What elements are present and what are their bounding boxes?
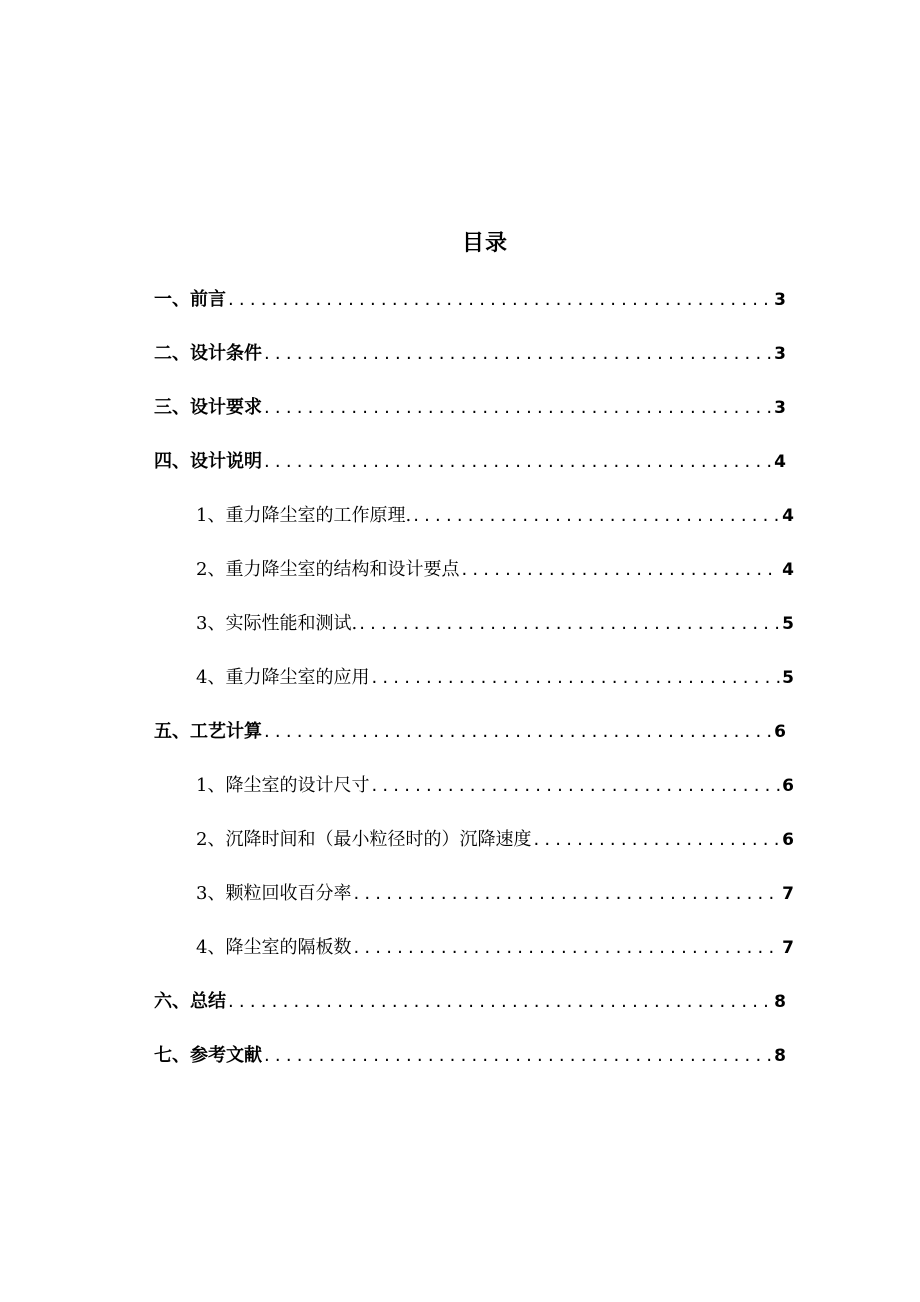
toc-entry-page: 6	[782, 830, 794, 850]
dot-leader	[264, 449, 772, 475]
toc-entry-label: 三、设计要求	[154, 397, 262, 418]
toc-entry-label: 二、设计条件	[154, 343, 262, 364]
toc-entry-page: 4	[782, 560, 794, 580]
dot-leader	[264, 341, 772, 367]
dot-leader	[264, 395, 772, 421]
toc-entry-baffle-count[interactable]	[196, 935, 794, 961]
dot-leader	[353, 881, 780, 907]
toc-entry-page: 3	[774, 344, 786, 364]
toc-entry-page: 7	[782, 884, 794, 904]
toc-entry-design-conditions[interactable]	[154, 341, 786, 367]
toc-entry-applications[interactable]	[196, 665, 794, 691]
toc-entry-structure-design-points[interactable]	[196, 557, 794, 583]
dot-leader	[359, 611, 780, 637]
toc-entry-design-description[interactable]	[154, 449, 786, 475]
toc-entry-particle-recovery[interactable]	[196, 881, 794, 907]
toc-entry-page: 8	[774, 1046, 786, 1066]
dot-leader	[228, 287, 772, 313]
toc-entry-summary[interactable]	[154, 989, 786, 1015]
toc-entry-page: 4	[774, 452, 786, 472]
toc-entry-label: 3、颗粒回收百分率	[196, 883, 352, 904]
toc-entry-design-dimensions[interactable]	[196, 773, 794, 799]
dot-leader	[413, 503, 780, 529]
dot-leader	[264, 1043, 772, 1069]
toc-entry-label: 3、实际性能和测试.	[196, 613, 358, 634]
toc-entry-performance-testing[interactable]	[196, 611, 794, 637]
toc-entry-page: 3	[774, 290, 786, 310]
dot-leader	[461, 557, 780, 583]
toc-entry-process-calculation[interactable]	[154, 719, 786, 745]
dot-leader	[371, 665, 780, 691]
toc-entry-label: 2、沉降时间和（最小粒径时的）沉降速度	[196, 829, 532, 850]
toc-entry-design-requirements[interactable]	[154, 395, 786, 421]
toc-entry-working-principle[interactable]	[196, 503, 794, 529]
toc-entry-label: 七、参考文献	[154, 1045, 262, 1066]
toc-entry-settling-time-velocity[interactable]	[196, 827, 794, 853]
toc-entry-label: 2、重力降尘室的结构和设计要点	[196, 559, 460, 580]
dot-leader	[228, 989, 772, 1015]
dot-leader	[371, 773, 780, 799]
dot-leader	[353, 935, 780, 961]
toc-entry-label: 四、设计说明	[154, 451, 262, 472]
toc-entry-label: 1、重力降尘室的工作原理.	[196, 505, 412, 526]
toc-entry-label: 4、重力降尘室的应用	[196, 667, 370, 688]
toc-title: 目录	[461, 231, 508, 256]
toc-entry-page: 6	[782, 776, 794, 796]
toc-entry-preface[interactable]	[154, 287, 786, 313]
toc-entry-label: 4、降尘室的隔板数	[196, 937, 352, 958]
toc-entry-page: 6	[774, 722, 786, 742]
dot-leader	[264, 719, 772, 745]
toc-entry-references[interactable]	[154, 1043, 786, 1069]
toc-entry-label: 五、工艺计算	[154, 721, 262, 742]
toc-entry-page: 4	[782, 506, 794, 526]
toc-entry-page: 5	[782, 614, 794, 634]
toc-entry-label: 一、前言	[154, 289, 226, 310]
toc-entry-page: 3	[774, 398, 786, 418]
toc-entry-page: 8	[774, 992, 786, 1012]
toc-entry-page: 7	[782, 938, 794, 958]
dot-leader	[533, 827, 780, 853]
toc-entry-page: 5	[782, 668, 794, 688]
toc-entry-label: 六、总结	[154, 991, 226, 1012]
toc-entry-label: 1、降尘室的设计尺寸	[196, 775, 370, 796]
